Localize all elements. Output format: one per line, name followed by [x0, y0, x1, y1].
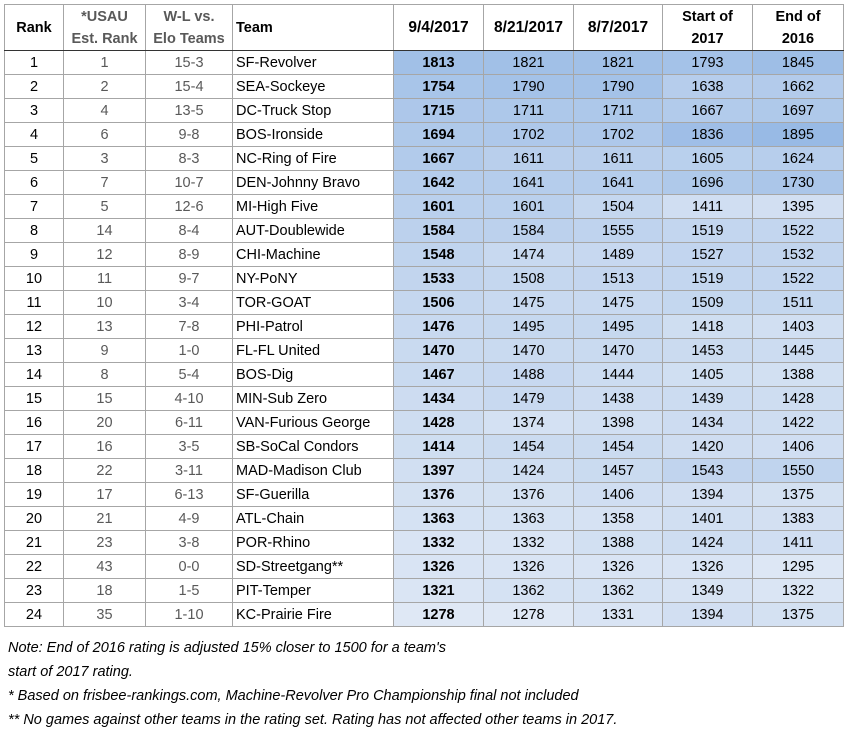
rating-8-21-2017: 1374: [484, 411, 574, 435]
usau-rank: 8: [64, 363, 146, 387]
rating-end-2016: 1411: [753, 531, 844, 555]
rating-8-7-2017: 1790: [574, 75, 663, 99]
rating-9-4-2017: 1694: [394, 123, 484, 147]
wl-record: 7-8: [146, 315, 233, 339]
rating-start-2017: 1439: [663, 387, 753, 411]
rating-8-7-2017: 1711: [574, 99, 663, 123]
rating-start-2017: 1326: [663, 555, 753, 579]
rating-8-7-2017: 1358: [574, 507, 663, 531]
team: NC-Ring of Fire: [233, 147, 394, 171]
team: SEA-Sockeye: [233, 75, 394, 99]
rating-start-2017: 1667: [663, 99, 753, 123]
rating-8-7-2017: 1821: [574, 51, 663, 75]
team: MAD-Madison Club: [233, 459, 394, 483]
rank: 19: [5, 483, 64, 507]
rating-end-2016: 1697: [753, 99, 844, 123]
team: BOS-Dig: [233, 363, 394, 387]
table-row: [5, 339, 844, 363]
rating-8-7-2017: 1611: [574, 147, 663, 171]
usau-rank: 22: [64, 459, 146, 483]
rating-9-4-2017: 1363: [394, 507, 484, 531]
rating-8-21-2017: 1326: [484, 555, 574, 579]
rank: 20: [5, 507, 64, 531]
rating-end-2016: 1532: [753, 243, 844, 267]
rating-8-7-2017: 1504: [574, 195, 663, 219]
usau-rank: 21: [64, 507, 146, 531]
rating-9-4-2017: 1584: [394, 219, 484, 243]
rating-9-4-2017: 1642: [394, 171, 484, 195]
rating-start-2017: 1519: [663, 267, 753, 291]
rank: 4: [5, 123, 64, 147]
rating-8-21-2017: 1641: [484, 171, 574, 195]
team: SF-Revolver: [233, 51, 394, 75]
note-streetgang: ** No games against other teams in the rating set. Rating has not affected other teams in 2017.: [8, 712, 618, 728]
table-row: [5, 507, 844, 531]
rank: 17: [5, 435, 64, 459]
table-row: [5, 219, 844, 243]
rating-8-7-2017: 1475: [574, 291, 663, 315]
team: FL-FL United: [233, 339, 394, 363]
wl-record: 1-5: [146, 579, 233, 603]
team: VAN-Furious George: [233, 411, 394, 435]
rank: 9: [5, 243, 64, 267]
usau-rank: 14: [64, 219, 146, 243]
usau-rank: 16: [64, 435, 146, 459]
rating-9-4-2017: 1467: [394, 363, 484, 387]
team: KC-Prairie Fire: [233, 603, 394, 627]
rank: 16: [5, 411, 64, 435]
usau-rank: 13: [64, 315, 146, 339]
usau-rank: 6: [64, 123, 146, 147]
team: SB-SoCal Condors: [233, 435, 394, 459]
rating-9-4-2017: 1548: [394, 243, 484, 267]
table-row: [5, 555, 844, 579]
table-row: [5, 147, 844, 171]
note-adjustment-cont: start of 2017 rating.: [8, 664, 133, 680]
rating-8-7-2017: 1489: [574, 243, 663, 267]
rating-9-4-2017: 1321: [394, 579, 484, 603]
table-row: [5, 459, 844, 483]
wl-record: 9-8: [146, 123, 233, 147]
header-end-2016: End of 2016: [753, 5, 844, 51]
header-8-7-2017: 8/7/2017: [574, 5, 663, 51]
rating-8-7-2017: 1641: [574, 171, 663, 195]
team: ATL-Chain: [233, 507, 394, 531]
rating-8-21-2017: 1278: [484, 603, 574, 627]
table-row: [5, 483, 844, 507]
usau-rank: 17: [64, 483, 146, 507]
header-8-21-2017: 8/21/2017: [484, 5, 574, 51]
rating-8-21-2017: 1584: [484, 219, 574, 243]
team: SD-Streetgang**: [233, 555, 394, 579]
footnotes: [8, 636, 617, 732]
rating-end-2016: 1388: [753, 363, 844, 387]
table-row: [5, 51, 844, 75]
rating-8-7-2017: 1454: [574, 435, 663, 459]
rank: 1: [5, 51, 64, 75]
rank: 12: [5, 315, 64, 339]
table-row: [5, 243, 844, 267]
rating-end-2016: 1522: [753, 267, 844, 291]
rating-8-21-2017: 1821: [484, 51, 574, 75]
wl-record: 15-3: [146, 51, 233, 75]
usau-rank: 12: [64, 243, 146, 267]
rating-start-2017: 1394: [663, 603, 753, 627]
rating-8-21-2017: 1363: [484, 507, 574, 531]
table-row: [5, 411, 844, 435]
wl-record: 3-5: [146, 435, 233, 459]
team: TOR-GOAT: [233, 291, 394, 315]
team: MIN-Sub Zero: [233, 387, 394, 411]
wl-record: 13-5: [146, 99, 233, 123]
team: PHI-Patrol: [233, 315, 394, 339]
table-row: [5, 195, 844, 219]
rating-end-2016: 1295: [753, 555, 844, 579]
rank: 3: [5, 99, 64, 123]
rating-8-7-2017: 1444: [574, 363, 663, 387]
rating-end-2016: 1445: [753, 339, 844, 363]
note-adjustment: Note: End of 2016 rating is adjusted 15% closer to 1500 for a team's: [8, 640, 447, 656]
header-team: Team: [233, 5, 394, 51]
rating-start-2017: 1453: [663, 339, 753, 363]
wl-record: 10-7: [146, 171, 233, 195]
wl-record: 4-9: [146, 507, 233, 531]
table-row: [5, 387, 844, 411]
rating-end-2016: 1406: [753, 435, 844, 459]
table-row: [5, 579, 844, 603]
rating-start-2017: 1527: [663, 243, 753, 267]
rank: 24: [5, 603, 64, 627]
usau-rank: 15: [64, 387, 146, 411]
rating-8-21-2017: 1601: [484, 195, 574, 219]
team: DC-Truck Stop: [233, 99, 394, 123]
team: POR-Rhino: [233, 531, 394, 555]
rating-8-7-2017: 1326: [574, 555, 663, 579]
rating-8-7-2017: 1362: [574, 579, 663, 603]
header-start-2017: Start of 2017: [663, 5, 753, 51]
rating-9-4-2017: 1754: [394, 75, 484, 99]
team: CHI-Machine: [233, 243, 394, 267]
rank: 23: [5, 579, 64, 603]
rating-end-2016: 1624: [753, 147, 844, 171]
rating-9-4-2017: 1715: [394, 99, 484, 123]
rating-8-7-2017: 1470: [574, 339, 663, 363]
wl-record: 9-7: [146, 267, 233, 291]
rating-9-4-2017: 1376: [394, 483, 484, 507]
rank: 6: [5, 171, 64, 195]
rating-9-4-2017: 1533: [394, 267, 484, 291]
table-row: [5, 171, 844, 195]
rating-end-2016: 1383: [753, 507, 844, 531]
rating-start-2017: 1420: [663, 435, 753, 459]
rating-8-21-2017: 1488: [484, 363, 574, 387]
rating-8-7-2017: 1398: [574, 411, 663, 435]
rating-9-4-2017: 1428: [394, 411, 484, 435]
rating-start-2017: 1696: [663, 171, 753, 195]
rating-end-2016: 1375: [753, 603, 844, 627]
wl-record: 3-11: [146, 459, 233, 483]
rating-8-21-2017: 1332: [484, 531, 574, 555]
usau-rank: 4: [64, 99, 146, 123]
rank: 5: [5, 147, 64, 171]
rank: 8: [5, 219, 64, 243]
usau-rank: 2: [64, 75, 146, 99]
rating-start-2017: 1434: [663, 411, 753, 435]
wl-record: 0-0: [146, 555, 233, 579]
rating-end-2016: 1422: [753, 411, 844, 435]
rank: 11: [5, 291, 64, 315]
rating-8-7-2017: 1513: [574, 267, 663, 291]
team: AUT-Doublewide: [233, 219, 394, 243]
team: DEN-Johnny Bravo: [233, 171, 394, 195]
table-row: [5, 435, 844, 459]
rating-end-2016: 1895: [753, 123, 844, 147]
usau-rank: 3: [64, 147, 146, 171]
rating-start-2017: 1418: [663, 315, 753, 339]
rating-8-21-2017: 1508: [484, 267, 574, 291]
rating-end-2016: 1522: [753, 219, 844, 243]
rating-9-4-2017: 1332: [394, 531, 484, 555]
usau-rank: 9: [64, 339, 146, 363]
rating-8-7-2017: 1331: [574, 603, 663, 627]
wl-record: 8-4: [146, 219, 233, 243]
rating-8-7-2017: 1438: [574, 387, 663, 411]
rating-start-2017: 1405: [663, 363, 753, 387]
rating-start-2017: 1401: [663, 507, 753, 531]
rating-9-4-2017: 1434: [394, 387, 484, 411]
rating-start-2017: 1605: [663, 147, 753, 171]
usau-rank: 7: [64, 171, 146, 195]
rating-start-2017: 1836: [663, 123, 753, 147]
rating-8-7-2017: 1555: [574, 219, 663, 243]
rating-8-21-2017: 1376: [484, 483, 574, 507]
wl-record: 1-0: [146, 339, 233, 363]
wl-record: 12-6: [146, 195, 233, 219]
usau-rank: 1: [64, 51, 146, 75]
team: SF-Guerilla: [233, 483, 394, 507]
wl-record: 3-4: [146, 291, 233, 315]
elo-rankings-table: [4, 4, 844, 627]
rating-9-4-2017: 1278: [394, 603, 484, 627]
rating-9-4-2017: 1414: [394, 435, 484, 459]
rating-9-4-2017: 1813: [394, 51, 484, 75]
rating-9-4-2017: 1470: [394, 339, 484, 363]
table-row: [5, 291, 844, 315]
rating-9-4-2017: 1397: [394, 459, 484, 483]
rating-start-2017: 1543: [663, 459, 753, 483]
header-9-4-2017: 9/4/2017: [394, 5, 484, 51]
rank: 13: [5, 339, 64, 363]
usau-rank: 43: [64, 555, 146, 579]
wl-record: 6-13: [146, 483, 233, 507]
rating-end-2016: 1550: [753, 459, 844, 483]
rating-end-2016: 1511: [753, 291, 844, 315]
header-usau-rank: *USAU Est. Rank: [64, 5, 146, 51]
rating-end-2016: 1845: [753, 51, 844, 75]
rating-9-4-2017: 1601: [394, 195, 484, 219]
rank: 7: [5, 195, 64, 219]
rank: 22: [5, 555, 64, 579]
table-row: [5, 363, 844, 387]
usau-rank: 20: [64, 411, 146, 435]
rank: 15: [5, 387, 64, 411]
rating-8-21-2017: 1424: [484, 459, 574, 483]
rating-8-21-2017: 1362: [484, 579, 574, 603]
rating-end-2016: 1662: [753, 75, 844, 99]
rating-8-7-2017: 1457: [574, 459, 663, 483]
rank: 18: [5, 459, 64, 483]
usau-rank: 18: [64, 579, 146, 603]
rating-8-21-2017: 1495: [484, 315, 574, 339]
header-rank: Rank: [5, 5, 64, 51]
rating-start-2017: 1519: [663, 219, 753, 243]
rating-start-2017: 1411: [663, 195, 753, 219]
table-row: [5, 315, 844, 339]
usau-rank: 35: [64, 603, 146, 627]
team: BOS-Ironside: [233, 123, 394, 147]
rating-end-2016: 1403: [753, 315, 844, 339]
rating-9-4-2017: 1667: [394, 147, 484, 171]
rating-9-4-2017: 1326: [394, 555, 484, 579]
rating-9-4-2017: 1476: [394, 315, 484, 339]
rating-start-2017: 1394: [663, 483, 753, 507]
rating-8-21-2017: 1475: [484, 291, 574, 315]
rating-8-7-2017: 1702: [574, 123, 663, 147]
rating-end-2016: 1395: [753, 195, 844, 219]
rank: 10: [5, 267, 64, 291]
rating-end-2016: 1730: [753, 171, 844, 195]
rating-8-21-2017: 1454: [484, 435, 574, 459]
wl-record: 4-10: [146, 387, 233, 411]
rating-8-21-2017: 1470: [484, 339, 574, 363]
table-row: [5, 99, 844, 123]
rating-8-21-2017: 1611: [484, 147, 574, 171]
rating-start-2017: 1424: [663, 531, 753, 555]
rating-8-7-2017: 1495: [574, 315, 663, 339]
rating-end-2016: 1428: [753, 387, 844, 411]
rating-8-7-2017: 1406: [574, 483, 663, 507]
team: MI-High Five: [233, 195, 394, 219]
wl-record: 6-11: [146, 411, 233, 435]
header-row: [5, 5, 844, 51]
wl-record: 15-4: [146, 75, 233, 99]
rating-8-21-2017: 1474: [484, 243, 574, 267]
wl-record: 8-3: [146, 147, 233, 171]
team: PIT-Temper: [233, 579, 394, 603]
table-row: [5, 267, 844, 291]
rating-start-2017: 1638: [663, 75, 753, 99]
wl-record: 8-9: [146, 243, 233, 267]
rating-start-2017: 1793: [663, 51, 753, 75]
team: NY-PoNY: [233, 267, 394, 291]
wl-record: 5-4: [146, 363, 233, 387]
rating-8-21-2017: 1702: [484, 123, 574, 147]
rating-8-21-2017: 1711: [484, 99, 574, 123]
table-row: [5, 123, 844, 147]
rating-9-4-2017: 1506: [394, 291, 484, 315]
table-row: [5, 75, 844, 99]
note-usau-source: * Based on frisbee-rankings.com, Machine-Revolver Pro Championship final not included: [8, 688, 579, 704]
table-row: [5, 603, 844, 627]
rank: 2: [5, 75, 64, 99]
rating-8-21-2017: 1790: [484, 75, 574, 99]
wl-record: 1-10: [146, 603, 233, 627]
rating-start-2017: 1349: [663, 579, 753, 603]
usau-rank: 11: [64, 267, 146, 291]
wl-record: 3-8: [146, 531, 233, 555]
rating-8-7-2017: 1388: [574, 531, 663, 555]
rating-start-2017: 1509: [663, 291, 753, 315]
usau-rank: 5: [64, 195, 146, 219]
rating-end-2016: 1322: [753, 579, 844, 603]
header-wl: W-L vs. Elo Teams: [146, 5, 233, 51]
usau-rank: 10: [64, 291, 146, 315]
rank: 14: [5, 363, 64, 387]
usau-rank: 23: [64, 531, 146, 555]
rank: 21: [5, 531, 64, 555]
table-row: [5, 531, 844, 555]
rating-end-2016: 1375: [753, 483, 844, 507]
rating-8-21-2017: 1479: [484, 387, 574, 411]
